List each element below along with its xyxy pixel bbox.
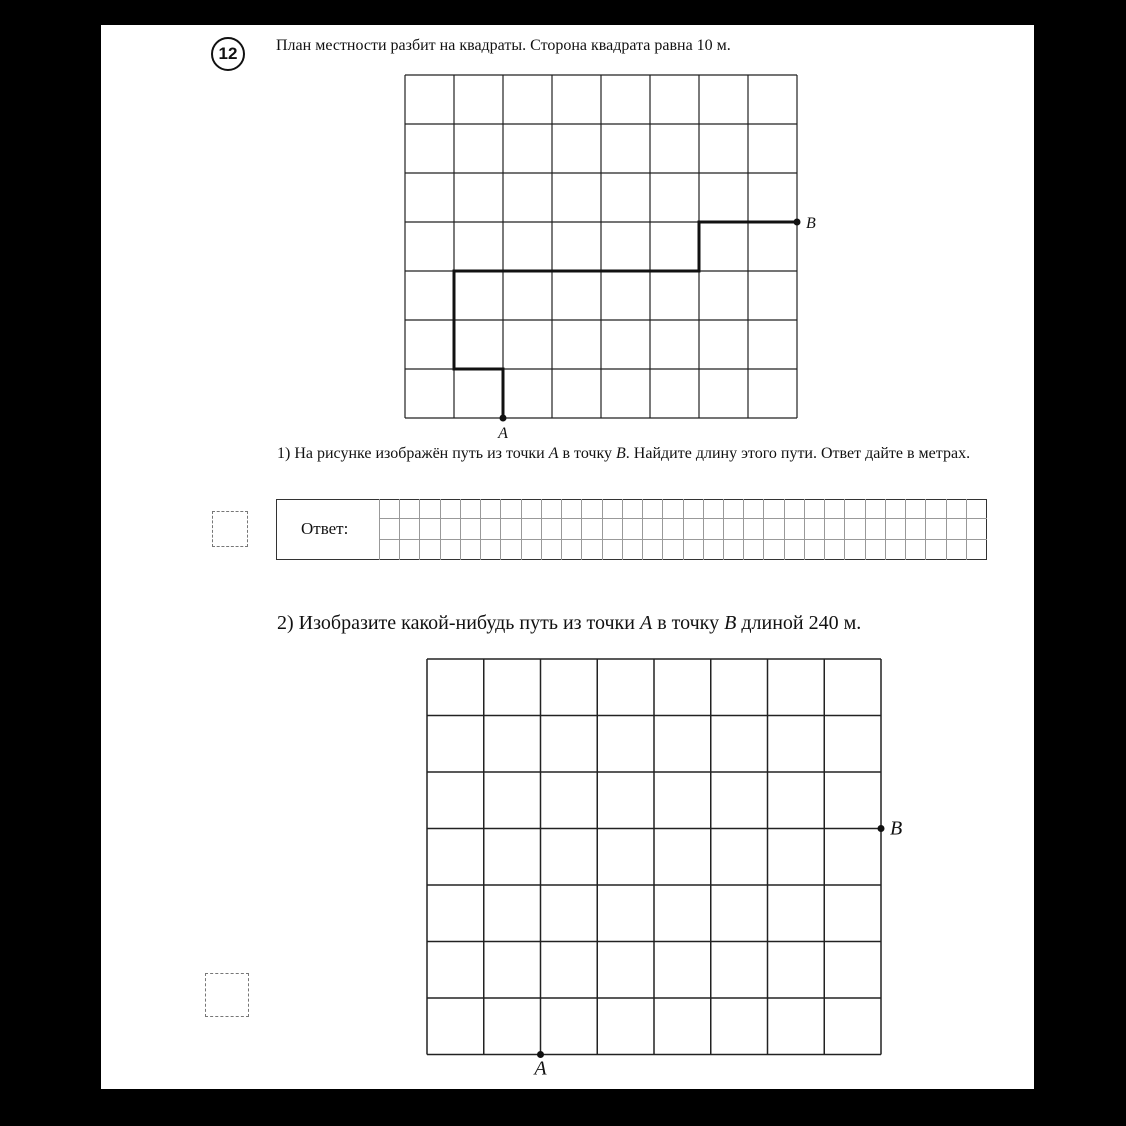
answer-cell[interactable] (684, 540, 704, 560)
answer-cell[interactable] (704, 519, 724, 539)
answer-cell[interactable] (623, 540, 643, 560)
answer-cell[interactable] (400, 540, 420, 560)
answer-cell[interactable] (947, 499, 967, 519)
point-a-label: A (498, 425, 508, 442)
point-b-label: B (890, 817, 903, 840)
terrain-grid-1 (405, 75, 816, 442)
answer-cell[interactable] (562, 540, 582, 560)
answer-cell[interactable] (663, 499, 683, 519)
answer-cell[interactable] (643, 519, 663, 539)
answer-cell[interactable] (643, 540, 663, 560)
answer-cell[interactable] (522, 540, 542, 560)
answer-cell[interactable] (764, 540, 784, 560)
answer-cell[interactable] (441, 519, 461, 539)
answer-cell[interactable] (764, 499, 784, 519)
answer-cell[interactable] (967, 540, 987, 560)
answer-cell[interactable] (420, 519, 440, 539)
answer-cell[interactable] (926, 519, 946, 539)
answer-cell[interactable] (684, 499, 704, 519)
answer-cell[interactable] (501, 519, 521, 539)
answer-cell[interactable] (501, 499, 521, 519)
answer-cell[interactable] (542, 519, 562, 539)
answer-cell[interactable] (623, 519, 643, 539)
answer-cell[interactable] (522, 519, 542, 539)
answer-cell[interactable] (866, 499, 886, 519)
answer-cell[interactable] (542, 540, 562, 560)
answer-cell[interactable] (886, 499, 906, 519)
answer-cell[interactable] (967, 499, 987, 519)
answer-cell[interactable] (441, 499, 461, 519)
answer-cell[interactable] (582, 540, 602, 560)
answer-cell[interactable] (461, 519, 481, 539)
answer-cell[interactable] (562, 499, 582, 519)
answer-cell[interactable] (582, 499, 602, 519)
answer-cell[interactable] (866, 519, 886, 539)
answer-cell[interactable] (785, 519, 805, 539)
answer-cell[interactable] (522, 499, 542, 519)
answer-cell[interactable] (603, 540, 623, 560)
answer-cell[interactable] (805, 540, 825, 560)
answer-cell[interactable] (744, 540, 764, 560)
answer-cell[interactable] (603, 499, 623, 519)
answer-cell[interactable] (542, 499, 562, 519)
answer-cell[interactable] (805, 519, 825, 539)
answer-cell[interactable] (886, 540, 906, 560)
answer-cell[interactable] (441, 540, 461, 560)
answer-cell[interactable] (947, 540, 967, 560)
answer-cell[interactable] (845, 499, 865, 519)
answer-cell[interactable] (481, 540, 501, 560)
point-a (500, 415, 507, 422)
answer-cell[interactable] (764, 519, 784, 539)
answer-cell[interactable] (947, 519, 967, 539)
answer-cell[interactable] (562, 519, 582, 539)
answer-cell[interactable] (704, 499, 724, 519)
answer-cell[interactable] (785, 540, 805, 560)
answer-cell[interactable] (825, 540, 845, 560)
answer-cell[interactable] (643, 499, 663, 519)
answer-cell[interactable] (866, 540, 886, 560)
answer-cell[interactable] (744, 519, 764, 539)
answer-cell[interactable] (380, 540, 400, 560)
answer-cell[interactable] (582, 519, 602, 539)
answer-cell[interactable] (461, 540, 481, 560)
answer-cell[interactable] (663, 519, 683, 539)
point-b-label: B (806, 215, 816, 232)
grid-lines (427, 659, 881, 1055)
answer-cell[interactable] (967, 519, 987, 539)
task-number-badge: 12 (211, 37, 245, 71)
answer-cell[interactable] (501, 540, 521, 560)
answer-cell[interactable] (724, 540, 744, 560)
answer-cell[interactable] (623, 499, 643, 519)
task-intro: План местности разбит на квадраты. Сторона квадрата равна 10 м. (276, 37, 731, 54)
answer-cell[interactable] (461, 499, 481, 519)
answer-cell[interactable] (684, 519, 704, 539)
answer-cell[interactable] (825, 519, 845, 539)
answer-cell[interactable] (906, 540, 926, 560)
answer-cell[interactable] (805, 499, 825, 519)
answer-cell[interactable] (845, 519, 865, 539)
point-a-label: A (534, 1057, 547, 1080)
question-2: 2) Изобразите какой-нибудь путь из точки A в точку B длиной 240 м. (277, 612, 862, 634)
answer-cell[interactable] (420, 499, 440, 519)
answer-cell[interactable] (724, 519, 744, 539)
answer-cell[interactable] (380, 519, 400, 539)
answer-label: Ответ: (301, 519, 349, 538)
question-1: 1) На рисунке изображён путь из точки A в точку B. Найдите длину этого пути. Ответ дайте в метрах. (277, 445, 971, 462)
point-b (878, 825, 885, 832)
point-b (794, 219, 801, 226)
answer-cell[interactable] (400, 519, 420, 539)
answer-cell[interactable] (420, 540, 440, 560)
worksheet-page (101, 25, 1034, 1089)
score-box-2[interactable] (205, 973, 249, 1017)
answer-cell[interactable] (744, 499, 764, 519)
answer-cell[interactable] (926, 540, 946, 560)
answer-cell[interactable] (906, 499, 926, 519)
grid-lines (405, 75, 797, 418)
answer-cell[interactable] (926, 499, 946, 519)
terrain-grid-2[interactable] (427, 659, 903, 1080)
answer-cell[interactable] (906, 519, 926, 539)
answer-cells[interactable] (379, 499, 987, 560)
answer-cell[interactable] (785, 499, 805, 519)
answer-cell[interactable] (481, 519, 501, 539)
answer-cell[interactable] (603, 519, 623, 539)
answer-cell[interactable] (481, 499, 501, 519)
answer-cell[interactable] (724, 499, 744, 519)
answer-cell[interactable] (380, 499, 400, 519)
answer-cell[interactable] (704, 540, 724, 560)
answer-cell[interactable] (886, 519, 906, 539)
answer-cell[interactable] (845, 540, 865, 560)
score-box-1[interactable] (212, 511, 248, 547)
answer-cell[interactable] (825, 499, 845, 519)
answer-cell[interactable] (663, 540, 683, 560)
answer-cell[interactable] (400, 499, 420, 519)
